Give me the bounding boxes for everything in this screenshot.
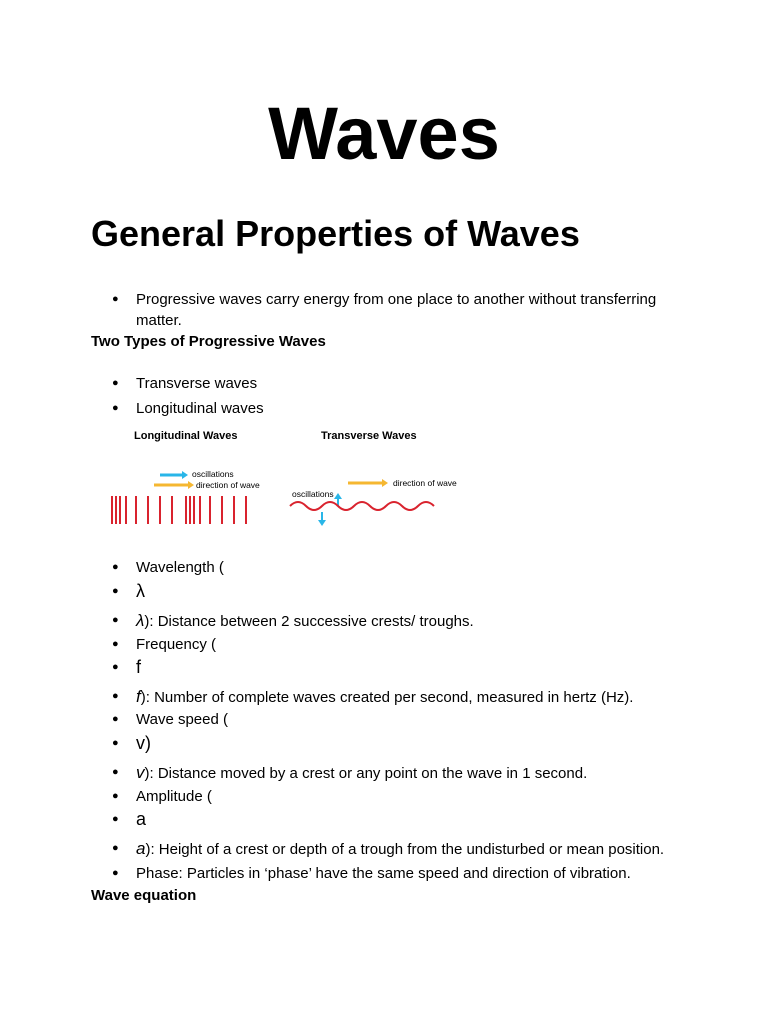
- direction-arrowhead-icon: [188, 481, 194, 489]
- longitudinal-wave-icon: [112, 496, 246, 524]
- bullet-dot-icon: ●: [112, 377, 119, 389]
- list-item: ● Wavelength (: [112, 559, 224, 576]
- bullet-dot-icon: ●: [112, 867, 119, 879]
- direction-label-2: direction of wave: [393, 478, 457, 488]
- bullet-dot-icon: ●: [112, 661, 119, 673]
- list-item: ● f): Number of complete waves created per second, measured in hertz (Hz).: [112, 687, 634, 706]
- bullet-dot-icon: ●: [112, 690, 119, 702]
- list-item: ● Transverse waves: [112, 375, 258, 392]
- longitudinal-title: Longitudinal Waves: [134, 430, 238, 442]
- bullet-dot-icon: ●: [112, 293, 119, 305]
- waves-figure: [96, 418, 476, 538]
- bullet-dot-icon: ●: [112, 790, 119, 802]
- list-item: ● Phase: Particles in ‘phase’ have the same speed and direction of vibration.: [112, 865, 631, 882]
- transverse-wave-icon: [290, 502, 434, 510]
- document-title: Waves: [268, 92, 500, 175]
- list-item: ● Longitudinal waves: [112, 400, 264, 417]
- waves-diagram: [96, 418, 476, 538]
- section-heading: General Properties of Waves: [91, 213, 580, 254]
- direction-arrowhead-icon-2: [382, 479, 388, 487]
- list-item: ● λ: [112, 581, 145, 601]
- list-item: ● Frequency (: [112, 636, 217, 653]
- bullet-dot-icon: ●: [112, 737, 119, 749]
- bullet-dot-icon: ●: [112, 402, 119, 414]
- oscillations-label-2: oscillations: [292, 489, 334, 499]
- bullet-dot-icon: ●: [112, 585, 119, 597]
- subheading-types: Two Types of Progressive Waves: [91, 333, 326, 350]
- oscillation-arrowhead-icon: [182, 471, 188, 479]
- list-item: ● a): Height of a crest or depth of a trough from the undisturbed or mean position.: [112, 839, 665, 858]
- list-item: ● v): [112, 733, 151, 753]
- list-item: ● Progressive waves carry energy from one place to another without transferring matter.: [112, 291, 657, 329]
- bullet-dot-icon: ●: [112, 766, 119, 778]
- bullet-dot-icon: ●: [112, 561, 119, 573]
- oscillation-down-arrowhead-icon: [318, 520, 326, 526]
- list-item: ● Wave speed (: [112, 711, 228, 728]
- direction-label: direction of wave: [196, 480, 260, 490]
- oscillations-label: oscillations: [192, 469, 234, 479]
- bullet-dot-icon: ●: [112, 638, 119, 650]
- list-item: ● f: [112, 657, 142, 677]
- oscillation-up-arrowhead-icon: [334, 493, 342, 499]
- list-item: ● a: [112, 809, 147, 829]
- list-item: ● v): Distance moved by a crest or any point on the wave in 1 second.: [112, 763, 588, 782]
- bullet-dot-icon: ●: [112, 614, 119, 626]
- bullet-dot-icon: ●: [112, 842, 119, 854]
- list-item: ● λ): Distance between 2 successive crests/ troughs.: [112, 611, 474, 630]
- bullet-dot-icon: ●: [112, 713, 119, 725]
- transverse-title: Transverse Waves: [321, 430, 417, 442]
- subheading-equation: Wave equation: [91, 887, 197, 904]
- bullet-dot-icon: ●: [112, 813, 119, 825]
- list-item: ● Amplitude (: [112, 788, 212, 805]
